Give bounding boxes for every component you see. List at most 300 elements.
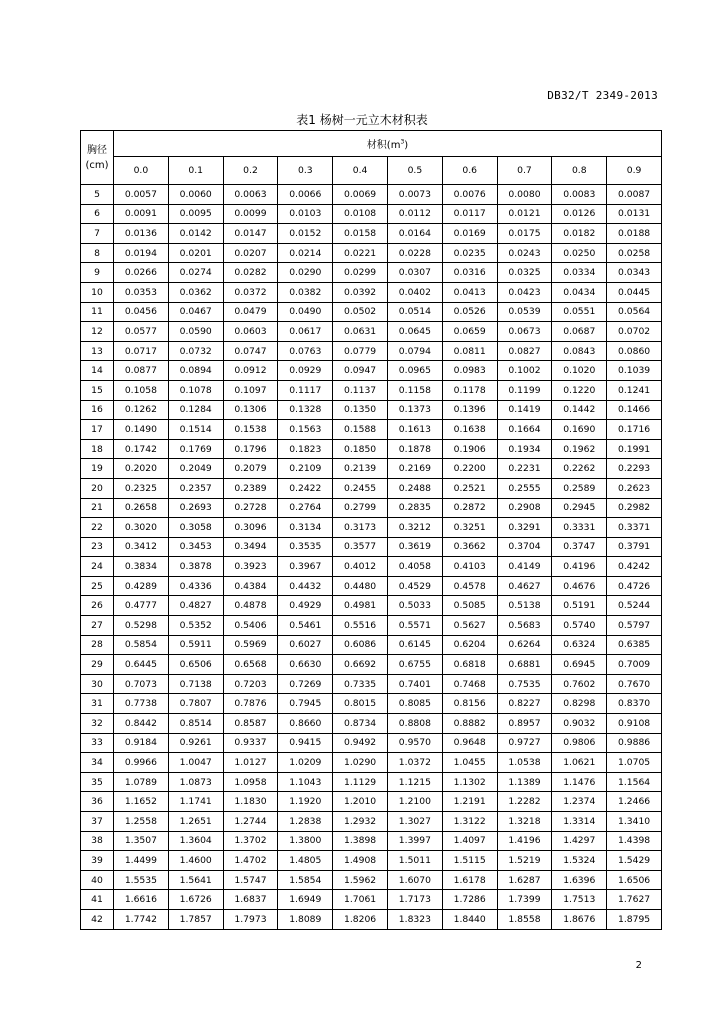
volume-cell: 0.1137 <box>333 380 388 400</box>
volume-cell: 0.0929 <box>278 361 333 381</box>
volume-cell: 0.0258 <box>607 243 662 263</box>
volume-cell: 0.4676 <box>552 576 607 596</box>
diameter-cell: 26 <box>81 596 114 616</box>
volume-cell: 0.5352 <box>168 616 223 636</box>
volume-cell: 0.0551 <box>552 302 607 322</box>
diameter-cell: 25 <box>81 576 114 596</box>
volume-cell: 0.1262 <box>114 400 169 420</box>
volume-cell: 0.4480 <box>333 576 388 596</box>
volume-cell: 0.0266 <box>114 263 169 283</box>
volume-cell: 1.0455 <box>442 753 497 773</box>
volume-cell: 0.0811 <box>442 341 497 361</box>
volume-cell: 0.1220 <box>552 380 607 400</box>
volume-cell: 0.0169 <box>442 224 497 244</box>
volume-cell: 0.1823 <box>278 439 333 459</box>
table-row <box>81 851 662 871</box>
diameter-cell: 31 <box>81 694 114 714</box>
volume-cell: 0.1466 <box>607 400 662 420</box>
diameter-header-unit: (cm) <box>85 159 109 171</box>
volume-cell: 0.3878 <box>168 557 223 577</box>
diameter-cell: 22 <box>81 518 114 538</box>
volume-cell: 0.0894 <box>168 361 223 381</box>
volume-cell: 0.4777 <box>114 596 169 616</box>
volume-cell: 0.1690 <box>552 420 607 440</box>
table-row <box>81 282 662 302</box>
volume-cell: 0.5298 <box>114 616 169 636</box>
volume-cell: 1.0873 <box>168 772 223 792</box>
volume-cell: 1.1564 <box>607 772 662 792</box>
volume-cell: 0.3967 <box>278 557 333 577</box>
volume-cell: 1.1830 <box>223 792 278 812</box>
volume-cell: 1.2282 <box>497 792 552 812</box>
volume-cell: 0.5033 <box>387 596 442 616</box>
volume-cell: 0.0083 <box>552 185 607 205</box>
volume-cell: 0.2555 <box>497 478 552 498</box>
volume-cell: 1.5219 <box>497 851 552 871</box>
volume-cell: 0.0577 <box>114 322 169 342</box>
volume-cell: 0.6692 <box>333 655 388 675</box>
volume-cell: 1.0789 <box>114 772 169 792</box>
table-row <box>81 361 662 381</box>
volume-cell: 0.2872 <box>442 498 497 518</box>
diameter-cell: 17 <box>81 420 114 440</box>
table-row <box>81 557 662 577</box>
volume-cell: 0.9966 <box>114 753 169 773</box>
volume-cell: 0.3747 <box>552 537 607 557</box>
volume-cell: 0.4336 <box>168 576 223 596</box>
volume-cell: 0.9415 <box>278 733 333 753</box>
volume-cell: 1.7857 <box>168 909 223 929</box>
volume-cell: 0.0564 <box>607 302 662 322</box>
volume-cell: 0.3535 <box>278 537 333 557</box>
volume-cell: 0.5969 <box>223 635 278 655</box>
volume-cell: 0.0274 <box>168 263 223 283</box>
volume-cell: 0.0434 <box>552 282 607 302</box>
volume-cell: 0.0142 <box>168 224 223 244</box>
volume-cell: 0.1020 <box>552 361 607 381</box>
volume-cell: 0.4827 <box>168 596 223 616</box>
volume-cell: 0.7468 <box>442 674 497 694</box>
table-row <box>81 890 662 910</box>
volume-cell: 0.8298 <box>552 694 607 714</box>
volume-cell: 0.0526 <box>442 302 497 322</box>
volume-cell: 0.0732 <box>168 341 223 361</box>
volume-header-unit-exponent: 3 <box>400 138 405 146</box>
volume-cell: 1.3507 <box>114 831 169 851</box>
volume-cell: 0.8808 <box>387 714 442 734</box>
volume-cell: 0.0590 <box>168 322 223 342</box>
volume-cell: 1.3218 <box>497 812 552 832</box>
volume-cell: 0.4878 <box>223 596 278 616</box>
diameter-cell: 21 <box>81 498 114 518</box>
volume-cell: 1.2558 <box>114 812 169 832</box>
volume-cell: 0.0413 <box>442 282 497 302</box>
column-header: 0.2 <box>223 157 278 185</box>
volume-cell: 0.1158 <box>387 380 442 400</box>
volume-cell: 0.7738 <box>114 694 169 714</box>
volume-cell: 0.2521 <box>442 478 497 498</box>
standard-code: DB32/T 2349-2013 <box>547 89 658 102</box>
table-row <box>81 596 662 616</box>
volume-cell: 0.3331 <box>552 518 607 538</box>
volume-cell: 1.0705 <box>607 753 662 773</box>
volume-cell: 0.0779 <box>333 341 388 361</box>
volume-cell: 0.1878 <box>387 439 442 459</box>
volume-cell: 0.8587 <box>223 714 278 734</box>
volume-cell: 0.4012 <box>333 557 388 577</box>
volume-cell: 1.2466 <box>607 792 662 812</box>
volume-cell: 0.1284 <box>168 400 223 420</box>
volume-cell: 1.5854 <box>278 870 333 890</box>
table-row <box>81 616 662 636</box>
diameter-cell: 40 <box>81 870 114 890</box>
volume-cell: 0.9261 <box>168 733 223 753</box>
volume-cell: 0.0235 <box>442 243 497 263</box>
volume-cell: 0.0228 <box>387 243 442 263</box>
volume-cell: 0.2200 <box>442 459 497 479</box>
decimal-column-header-row <box>81 157 662 185</box>
diameter-cell: 6 <box>81 204 114 224</box>
volume-cell: 1.4600 <box>168 851 223 871</box>
volume-cell: 0.1613 <box>387 420 442 440</box>
volume-cell: 1.5324 <box>552 851 607 871</box>
volume-cell: 0.0843 <box>552 341 607 361</box>
volume-cell: 0.0912 <box>223 361 278 381</box>
volume-cell: 0.0687 <box>552 322 607 342</box>
volume-table <box>80 130 662 930</box>
volume-cell: 1.1215 <box>387 772 442 792</box>
volume-cell: 1.3800 <box>278 831 333 851</box>
volume-cell: 1.6616 <box>114 890 169 910</box>
volume-cell: 1.0047 <box>168 753 223 773</box>
volume-cell: 0.9806 <box>552 733 607 753</box>
volume-cell: 0.2169 <box>387 459 442 479</box>
volume-cell: 0.0207 <box>223 243 278 263</box>
volume-cell: 0.2945 <box>552 498 607 518</box>
volume-cell: 0.0290 <box>278 263 333 283</box>
volume-cell: 1.7973 <box>223 909 278 929</box>
volume-cell: 0.0353 <box>114 282 169 302</box>
volume-cell: 0.4627 <box>497 576 552 596</box>
volume-cell: 0.0645 <box>387 322 442 342</box>
volume-cell: 0.2109 <box>278 459 333 479</box>
volume-table-container <box>80 130 662 930</box>
volume-cell: 0.0307 <box>387 263 442 283</box>
volume-cell: 0.7269 <box>278 674 333 694</box>
volume-cell: 0.8514 <box>168 714 223 734</box>
volume-cell: 0.4242 <box>607 557 662 577</box>
table-row <box>81 263 662 283</box>
volume-cell: 1.1043 <box>278 772 333 792</box>
volume-cell: 0.3096 <box>223 518 278 538</box>
volume-cell: 0.1097 <box>223 380 278 400</box>
volume-cell: 1.6287 <box>497 870 552 890</box>
volume-cell: 0.2908 <box>497 498 552 518</box>
volume-cell: 0.4529 <box>387 576 442 596</box>
volume-cell: 0.3371 <box>607 518 662 538</box>
volume-cell: 0.0423 <box>497 282 552 302</box>
volume-cell: 0.2139 <box>333 459 388 479</box>
volume-cell: 0.0147 <box>223 224 278 244</box>
volume-cell: 0.0164 <box>387 224 442 244</box>
volume-cell: 0.2658 <box>114 498 169 518</box>
volume-cell: 0.2623 <box>607 478 662 498</box>
diameter-cell: 14 <box>81 361 114 381</box>
volume-cell: 0.4058 <box>387 557 442 577</box>
volume-cell: 0.0673 <box>497 322 552 342</box>
volume-cell: 0.5854 <box>114 635 169 655</box>
volume-cell: 0.3173 <box>333 518 388 538</box>
volume-cell: 1.3314 <box>552 812 607 832</box>
volume-cell: 0.3412 <box>114 537 169 557</box>
volume-cell: 0.2728 <box>223 498 278 518</box>
volume-cell: 0.1716 <box>607 420 662 440</box>
volume-cell: 1.7061 <box>333 890 388 910</box>
volume-cell: 1.7513 <box>552 890 607 910</box>
volume-cell: 0.7009 <box>607 655 662 675</box>
volume-cell: 0.6630 <box>278 655 333 675</box>
volume-cell: 0.4384 <box>223 576 278 596</box>
volume-cell: 0.2835 <box>387 498 442 518</box>
volume-cell: 1.0290 <box>333 753 388 773</box>
volume-cell: 1.3604 <box>168 831 223 851</box>
volume-cell: 0.3251 <box>442 518 497 538</box>
table-row <box>81 459 662 479</box>
volume-cell: 0.1906 <box>442 439 497 459</box>
volume-cell: 0.1178 <box>442 380 497 400</box>
volume-cell: 0.0152 <box>278 224 333 244</box>
volume-cell: 0.7807 <box>168 694 223 714</box>
table-title: 表1 杨树一元立木材积表 <box>296 113 428 127</box>
volume-cell: 0.7602 <box>552 674 607 694</box>
volume-cell: 0.0299 <box>333 263 388 283</box>
volume-cell: 1.6837 <box>223 890 278 910</box>
table-row <box>81 655 662 675</box>
volume-cell: 0.2764 <box>278 498 333 518</box>
volume-cell: 0.3619 <box>387 537 442 557</box>
volume-cell: 0.4578 <box>442 576 497 596</box>
volume-cell: 0.1039 <box>607 361 662 381</box>
volume-cell: 0.4981 <box>333 596 388 616</box>
volume-cell: 0.0794 <box>387 341 442 361</box>
volume-cell: 1.7627 <box>607 890 662 910</box>
volume-cell: 0.0456 <box>114 302 169 322</box>
volume-cell: 0.2020 <box>114 459 169 479</box>
volume-cell: 0.8085 <box>387 694 442 714</box>
volume-cell: 0.1991 <box>607 439 662 459</box>
volume-cell: 0.6881 <box>497 655 552 675</box>
table-row <box>81 792 662 812</box>
volume-cell: 0.1934 <box>497 439 552 459</box>
volume-cell: 0.8015 <box>333 694 388 714</box>
volume-cell: 0.3058 <box>168 518 223 538</box>
volume-cell: 1.2651 <box>168 812 223 832</box>
column-header: 0.8 <box>552 157 607 185</box>
volume-cell: 1.5115 <box>442 851 497 871</box>
volume-cell: 0.0214 <box>278 243 333 263</box>
diameter-header-label: 胸径 <box>87 144 107 156</box>
diameter-cell: 23 <box>81 537 114 557</box>
volume-cell: 0.1199 <box>497 380 552 400</box>
volume-cell: 0.1742 <box>114 439 169 459</box>
diameter-cell: 27 <box>81 616 114 636</box>
volume-cell: 0.4196 <box>552 557 607 577</box>
volume-cell: 0.0188 <box>607 224 662 244</box>
volume-cell: 0.1514 <box>168 420 223 440</box>
volume-cell: 0.2455 <box>333 478 388 498</box>
volume-cell: 1.2191 <box>442 792 497 812</box>
volume-cell: 0.6945 <box>552 655 607 675</box>
volume-cell: 1.3997 <box>387 831 442 851</box>
volume-cell: 0.0103 <box>278 204 333 224</box>
volume-cell: 0.2389 <box>223 478 278 498</box>
volume-cell: 0.3494 <box>223 537 278 557</box>
volume-cell: 1.3702 <box>223 831 278 851</box>
volume-cell: 0.0117 <box>442 204 497 224</box>
volume-cell: 1.2744 <box>223 812 278 832</box>
table-row <box>81 185 662 205</box>
volume-cell: 0.9108 <box>607 714 662 734</box>
diameter-cell: 33 <box>81 733 114 753</box>
volume-cell: 0.1078 <box>168 380 223 400</box>
volume-cell: 0.0057 <box>114 185 169 205</box>
volume-cell: 0.0063 <box>223 185 278 205</box>
volume-cell: 0.9886 <box>607 733 662 753</box>
volume-cell: 0.6145 <box>387 635 442 655</box>
table-row <box>81 420 662 440</box>
volume-cell: 0.6506 <box>168 655 223 675</box>
volume-cell: 0.8957 <box>497 714 552 734</box>
volume-cell: 0.6204 <box>442 635 497 655</box>
table-row <box>81 772 662 792</box>
volume-cell: 0.7203 <box>223 674 278 694</box>
diameter-cell: 34 <box>81 753 114 773</box>
diameter-cell: 7 <box>81 224 114 244</box>
volume-cell: 0.5516 <box>333 616 388 636</box>
volume-cell: 0.5406 <box>223 616 278 636</box>
volume-cell: 0.2049 <box>168 459 223 479</box>
volume-cell: 1.6396 <box>552 870 607 890</box>
volume-cell: 0.7876 <box>223 694 278 714</box>
volume-cell: 0.0947 <box>333 361 388 381</box>
volume-cell: 1.1389 <box>497 772 552 792</box>
volume-cell: 1.2838 <box>278 812 333 832</box>
table-row <box>81 831 662 851</box>
volume-cell: 0.0316 <box>442 263 497 283</box>
diameter-cell: 28 <box>81 635 114 655</box>
table-row <box>81 909 662 929</box>
volume-cell: 1.0621 <box>552 753 607 773</box>
volume-cell: 1.5011 <box>387 851 442 871</box>
volume-cell: 1.4805 <box>278 851 333 871</box>
diameter-cell: 38 <box>81 831 114 851</box>
volume-cell: 0.0131 <box>607 204 662 224</box>
volume-cell: 1.1129 <box>333 772 388 792</box>
table-row <box>81 380 662 400</box>
volume-header-close: ) <box>404 140 409 151</box>
volume-cell: 0.6027 <box>278 635 333 655</box>
volume-cell: 0.0136 <box>114 224 169 244</box>
volume-cell: 0.0069 <box>333 185 388 205</box>
volume-cell: 0.2488 <box>387 478 442 498</box>
volume-cell: 1.2100 <box>387 792 442 812</box>
volume-cell: 0.0392 <box>333 282 388 302</box>
volume-cell: 0.5740 <box>552 616 607 636</box>
volume-table-body <box>81 185 662 930</box>
volume-cell: 0.3834 <box>114 557 169 577</box>
diameter-cell: 19 <box>81 459 114 479</box>
diameter-cell: 16 <box>81 400 114 420</box>
volume-cell: 1.7286 <box>442 890 497 910</box>
volume-cell: 0.0158 <box>333 224 388 244</box>
volume-cell: 1.5429 <box>607 851 662 871</box>
volume-cell: 0.0087 <box>607 185 662 205</box>
diameter-cell: 18 <box>81 439 114 459</box>
volume-cell: 0.1350 <box>333 400 388 420</box>
table-row <box>81 302 662 322</box>
volume-cell: 0.1241 <box>607 380 662 400</box>
volume-cell: 0.5244 <box>607 596 662 616</box>
volume-cell: 0.9492 <box>333 733 388 753</box>
volume-cell: 0.4726 <box>607 576 662 596</box>
volume-cell: 0.1538 <box>223 420 278 440</box>
table-row <box>81 439 662 459</box>
volume-cell: 0.6568 <box>223 655 278 675</box>
volume-cell: 1.2932 <box>333 812 388 832</box>
volume-cell: 0.3704 <box>497 537 552 557</box>
volume-cell: 0.0175 <box>497 224 552 244</box>
volume-cell: 0.0282 <box>223 263 278 283</box>
table-row <box>81 674 662 694</box>
diameter-cell: 36 <box>81 792 114 812</box>
volume-cell: 1.0538 <box>497 753 552 773</box>
volume-cell: 0.2422 <box>278 478 333 498</box>
volume-cell: 0.4432 <box>278 576 333 596</box>
volume-cell: 0.6445 <box>114 655 169 675</box>
volume-cell: 1.0958 <box>223 772 278 792</box>
volume-cell: 0.9727 <box>497 733 552 753</box>
volume-cell: 0.7073 <box>114 674 169 694</box>
volume-cell: 0.7335 <box>333 674 388 694</box>
diameter-cell: 35 <box>81 772 114 792</box>
volume-cell: 0.4289 <box>114 576 169 596</box>
volume-cell: 0.8882 <box>442 714 497 734</box>
volume-cell: 1.5747 <box>223 870 278 890</box>
volume-cell: 0.6086 <box>333 635 388 655</box>
volume-cell: 0.2325 <box>114 478 169 498</box>
volume-cell: 1.0127 <box>223 753 278 773</box>
table-row <box>81 224 662 244</box>
volume-cell: 0.3923 <box>223 557 278 577</box>
table-row <box>81 812 662 832</box>
diameter-cell: 41 <box>81 890 114 910</box>
volume-cell: 1.1476 <box>552 772 607 792</box>
volume-cell: 0.0095 <box>168 204 223 224</box>
diameter-cell: 10 <box>81 282 114 302</box>
volume-cell: 1.7173 <box>387 890 442 910</box>
volume-cell: 0.3134 <box>278 518 333 538</box>
column-header: 0.4 <box>333 157 388 185</box>
volume-cell: 0.8442 <box>114 714 169 734</box>
diameter-cell: 29 <box>81 655 114 675</box>
volume-cell: 0.0362 <box>168 282 223 302</box>
volume-cell: 0.0659 <box>442 322 497 342</box>
diameter-cell: 13 <box>81 341 114 361</box>
table-row <box>81 635 662 655</box>
diameter-cell: 5 <box>81 185 114 205</box>
volume-cell: 0.5571 <box>387 616 442 636</box>
volume-cell: 0.3791 <box>607 537 662 557</box>
